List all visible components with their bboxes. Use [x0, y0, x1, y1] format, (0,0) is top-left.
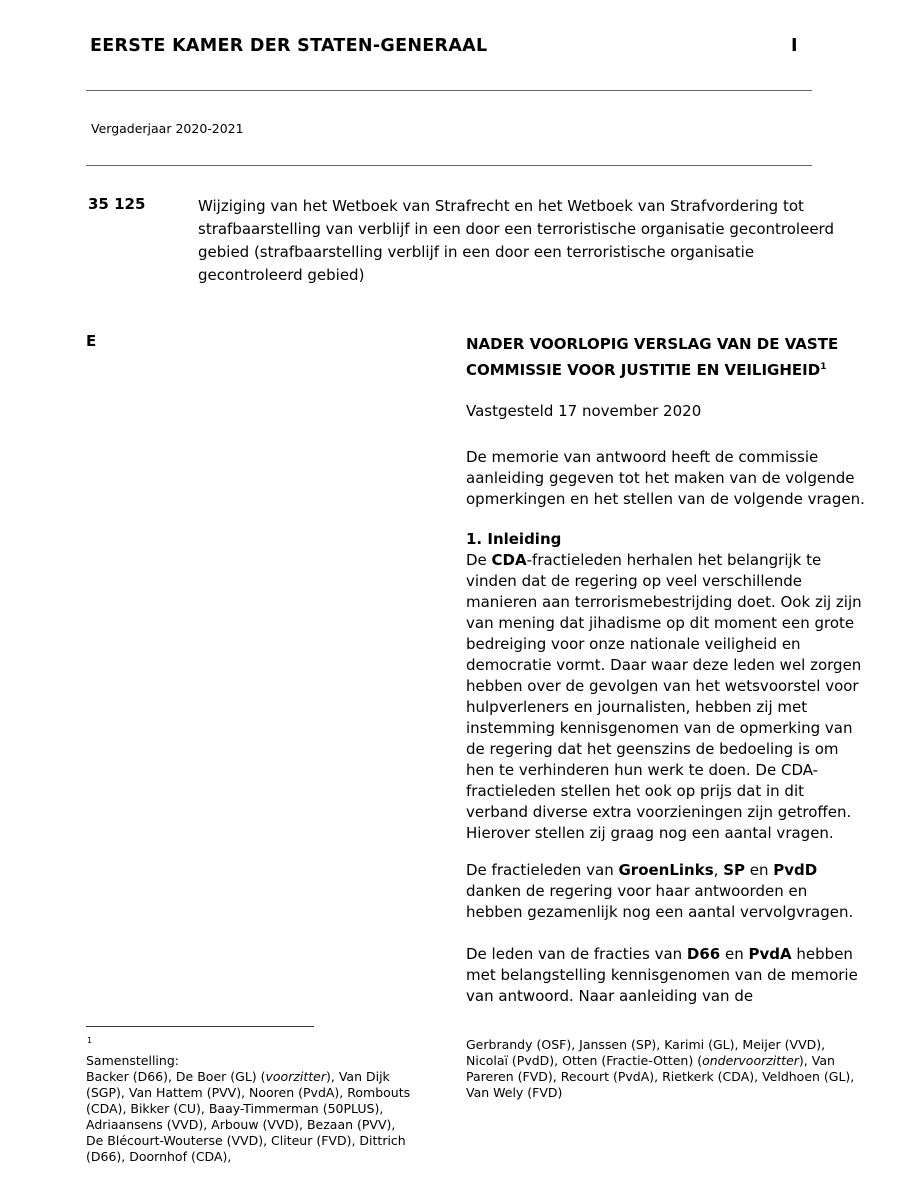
text-span: , [713, 861, 724, 879]
paragraph-cda [466, 550, 866, 844]
text-span: De fractieleden van [466, 861, 619, 879]
text-span: Gerbrandy (OSF), Janssen (SP), Karimi (GL), Meijer (VVD), Nicolaï (PvdD), Otten (Fractie-Otten) ( [466, 1037, 826, 1068]
text-span: De [466, 551, 492, 569]
role-label: voorzitter [265, 1069, 327, 1084]
party-name: PvdD [773, 861, 818, 879]
footnote-reference: 1 [820, 362, 827, 372]
report-heading-text: NADER VOORLOPIG VERSLAG VAN DE VASTE COMMISSIE VOOR JUSTITIE EN VEILIGHEID [466, 335, 839, 379]
year-divider [86, 165, 812, 166]
footnote-divider [86, 1026, 314, 1027]
chamber-title: EERSTE KAMER DER STATEN-GENERAAL [90, 36, 488, 56]
report-heading [466, 333, 866, 382]
text-span: ), Van Pareren (FVD), Recourt (PvdA), Rietkerk (CDA), Veldhoen (GL), Van Wely (FVD) [466, 1053, 855, 1100]
text-span: danken de regering voor haar antwoorden en hebben gezamenlijk nog een aantal vervolgvragen. [466, 882, 854, 921]
text-span: Backer (D66), De Boer (GL) ( [86, 1069, 266, 1084]
document-title: Wijziging van het Wetboek van Strafrecht en het Wetboek van Strafvordering tot strafbaarstelling van verblijf in een door een terroristische organisatie gecontroleerd gebied (strafbaarstelling verblijf in een door een terroristische organisatie gecontroleerd gebied) [198, 197, 834, 284]
section-heading: 1. Inleiding [466, 530, 562, 548]
party-name: PvdA [748, 945, 792, 963]
party-name: CDA [491, 551, 527, 569]
footnote-mark: 1 [87, 1036, 93, 1045]
paragraph-gl-sp-pvdd [466, 860, 866, 923]
footnote-composition-right [466, 1037, 866, 1101]
paragraph-d66-pvda [466, 944, 866, 1007]
party-name: SP [723, 861, 745, 879]
document-letter: E [86, 332, 97, 350]
text-span: De leden van de fracties van [466, 945, 687, 963]
party-name: D66 [686, 945, 721, 963]
footnote-label: Samenstelling: [86, 1053, 179, 1068]
text-span: hebben met belangstelling kennisgenomen van de memorie van antwoord. Naar aanleiding van de [466, 945, 858, 1005]
text-span: -fractieleden herhalen het belangrijk te vinden dat de regering op veel verschillende manieren aan terrorismebestrijding doet. Ook zij zijn van mening dat jihadisme op dit moment een grote bedreiging voor onze nationale veiligheid en democratie vormt. Daar waar deze leden wel zorgen hebben over de gevolgen van het wetsvoorstel voor hulpverleners en journalisten, hebben zij met instemming kennisgenomen van de opmerking van de regering dat het geenszins de bedoeling is om hen te verhinderen hun werk te doen. De CDA-fractieleden stellen het ook op prijs dat in dit verband diverse extra voorzieningen zijn getroffen. Hierover stellen zij graag nog een aantal vragen. [466, 551, 862, 842]
party-name: GroenLinks [618, 861, 714, 879]
header-divider [86, 90, 812, 91]
footnote-members-left [86, 1069, 416, 1165]
document-number: 35 125 [88, 195, 146, 213]
text-span: ), Van Dijk (SGP), Van Hattem (PVV), Nooren (PvdA), Rombouts (CDA), Bikker (CU), Baay-Timmerman (50PLUS), Adriaansens (VVD), Arbouw (VVD), Bezaan (PVV), De Blécourt-Wouterse (VVD), Cliteur (FVD), Dittrich (D66), Doornhof (CDA), [86, 1069, 411, 1164]
report-intro: De memorie van antwoord heeft de commissie aanleiding gegeven tot het maken van de volgende opmerkingen en het stellen van de volgende vragen. [466, 448, 865, 508]
text-span: en [744, 861, 774, 879]
section-introduction [466, 529, 866, 844]
role-label: ondervoorzitter [702, 1053, 799, 1068]
report-fixed-date: Vastgesteld 17 november 2020 [466, 402, 702, 420]
chamber-roman-numeral: I [791, 36, 798, 56]
footnote-composition-left [86, 1053, 416, 1165]
text-span: en [720, 945, 749, 963]
session-year: Vergaderjaar 2020-2021 [91, 121, 244, 136]
